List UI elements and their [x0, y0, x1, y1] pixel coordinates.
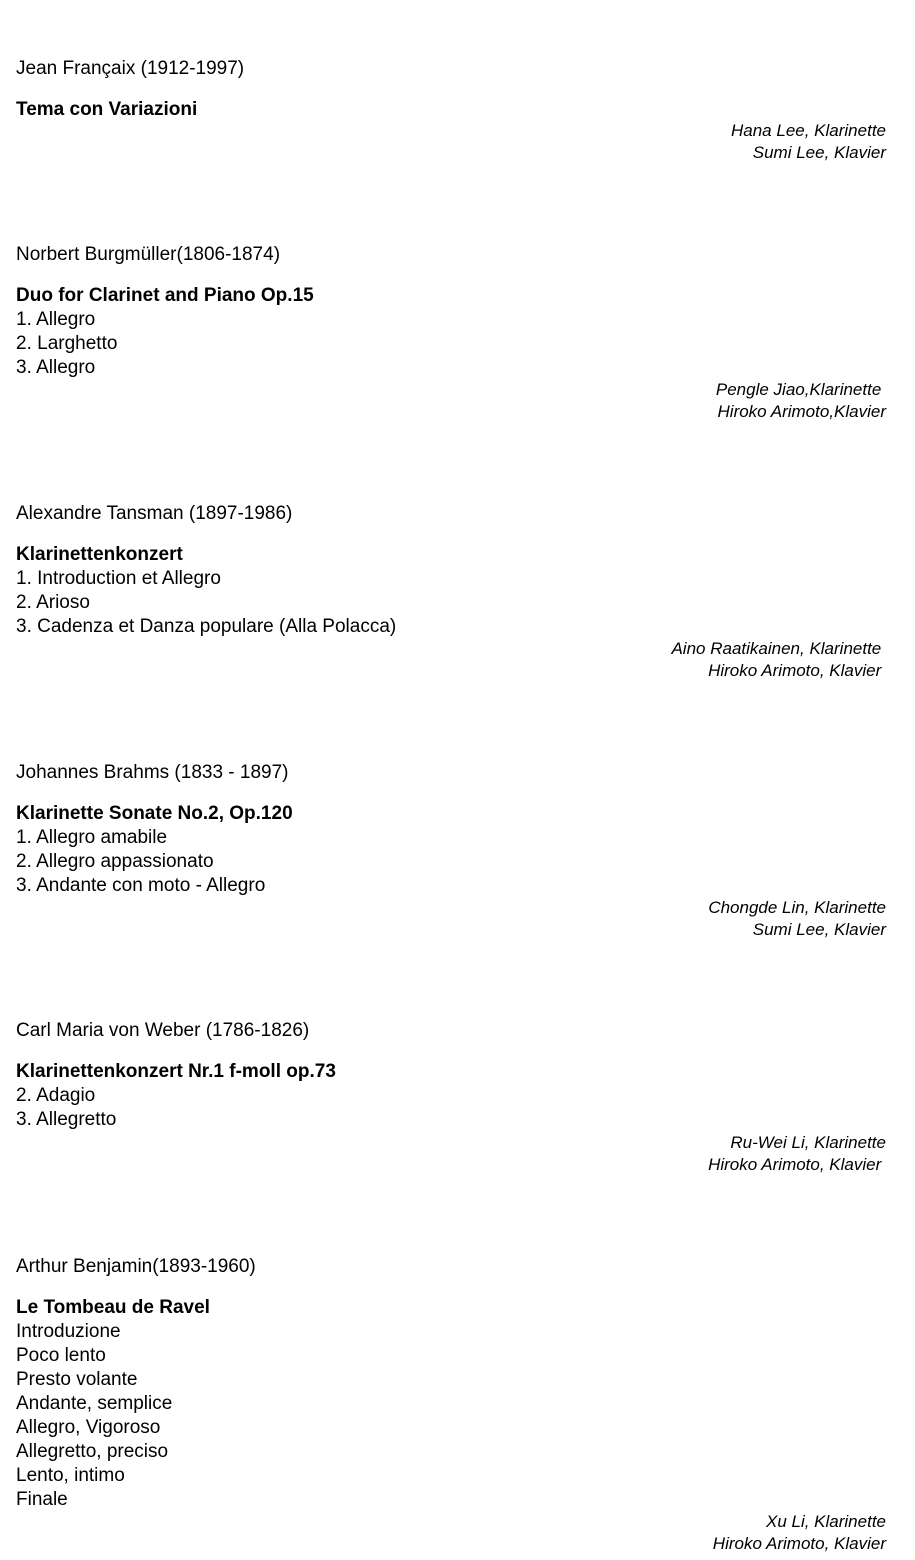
performer-piano: Sumi Lee, Klavier [752, 920, 886, 939]
performer-clarinet: Ru-Wei Li, Klarinette [730, 1133, 886, 1152]
movement-list [16, 308, 886, 380]
performers [708, 897, 886, 941]
composer-name: Jean Françaix (1912-1997) [16, 58, 245, 79]
program-piece [16, 57, 886, 162]
performer-clarinet: Aino Raatikainen, Klarinette [671, 639, 886, 658]
movement: 1. Introduction et Allegro [16, 568, 221, 589]
performer-clarinet: Pengle Jiao,Klarinette [715, 380, 886, 399]
movement: 3. Cadenza et Danza populare (Alla Polacca) [16, 616, 397, 637]
composer-name: Carl Maria von Weber (1786-1826) [16, 1020, 310, 1041]
program-piece [16, 502, 886, 680]
movement: 1. Allegro [16, 309, 96, 330]
performer-piano: Hiroko Arimoto,Klavier [717, 402, 886, 421]
movement-list [16, 1320, 886, 1512]
performer-piano: Hiroko Arimoto, Klavier [712, 1534, 886, 1553]
composer-name: Johannes Brahms (1833 - 1897) [16, 762, 289, 783]
performers [731, 120, 886, 164]
performers [671, 638, 886, 682]
movement: 3. Andante con moto - Allegro [16, 875, 266, 896]
movement-list [16, 826, 886, 898]
movement: Allegretto, preciso [16, 1441, 169, 1462]
composer-name: Norbert Burgmüller(1806-1874) [16, 244, 281, 265]
movement-list [16, 1084, 886, 1132]
movement: 3. Allegro [16, 357, 96, 378]
movement: Andante, semplice [16, 1393, 173, 1414]
piece-title: Klarinettenkonzert Nr.1 f-moll op.73 [16, 1061, 336, 1082]
performers [713, 1511, 886, 1555]
piece-title: Tema con Variazioni [16, 99, 198, 120]
program-piece [16, 243, 886, 421]
movement: Introduzione [16, 1321, 121, 1342]
performer-clarinet: Chongde Lin, Klarinette [708, 898, 886, 917]
movement: 3. Allegretto [16, 1109, 117, 1130]
movement: Presto volante [16, 1369, 138, 1390]
movement-list [16, 567, 886, 639]
movement: 2. Allegro appassionato [16, 851, 214, 872]
program-piece [16, 1255, 886, 1553]
piece-title: Duo for Clarinet and Piano Op.15 [16, 285, 314, 306]
piece-title: Klarinettenkonzert [16, 544, 183, 565]
composer-name: Arthur Benjamin(1893-1960) [16, 1256, 256, 1277]
movement: Lento, intimo [16, 1465, 125, 1486]
program-piece [16, 1019, 886, 1174]
movement: 1. Allegro amabile [16, 827, 168, 848]
performer-clarinet: Hana Lee, Klarinette [731, 121, 886, 140]
movement: Allegro, Vigoroso [16, 1417, 161, 1438]
performer-piano: Hiroko Arimoto, Klavier [708, 1155, 886, 1174]
movement: 2. Adagio [16, 1085, 96, 1106]
movement: 2. Larghetto [16, 333, 118, 354]
performers [716, 379, 886, 423]
movement: Finale [16, 1489, 68, 1510]
movement: 2. Arioso [16, 592, 90, 613]
movement: Poco lento [16, 1345, 106, 1366]
piece-title: Klarinette Sonate No.2, Op.120 [16, 803, 293, 824]
performers [708, 1132, 886, 1176]
piece-title: Le Tombeau de Ravel [16, 1297, 210, 1318]
performer-clarinet: Xu Li, Klarinette [765, 1512, 886, 1531]
performer-piano: Hiroko Arimoto, Klavier [708, 661, 886, 680]
composer-name: Alexandre Tansman (1897-1986) [16, 503, 293, 524]
program-piece [16, 761, 886, 939]
performer-piano: Sumi Lee, Klavier [752, 143, 886, 162]
